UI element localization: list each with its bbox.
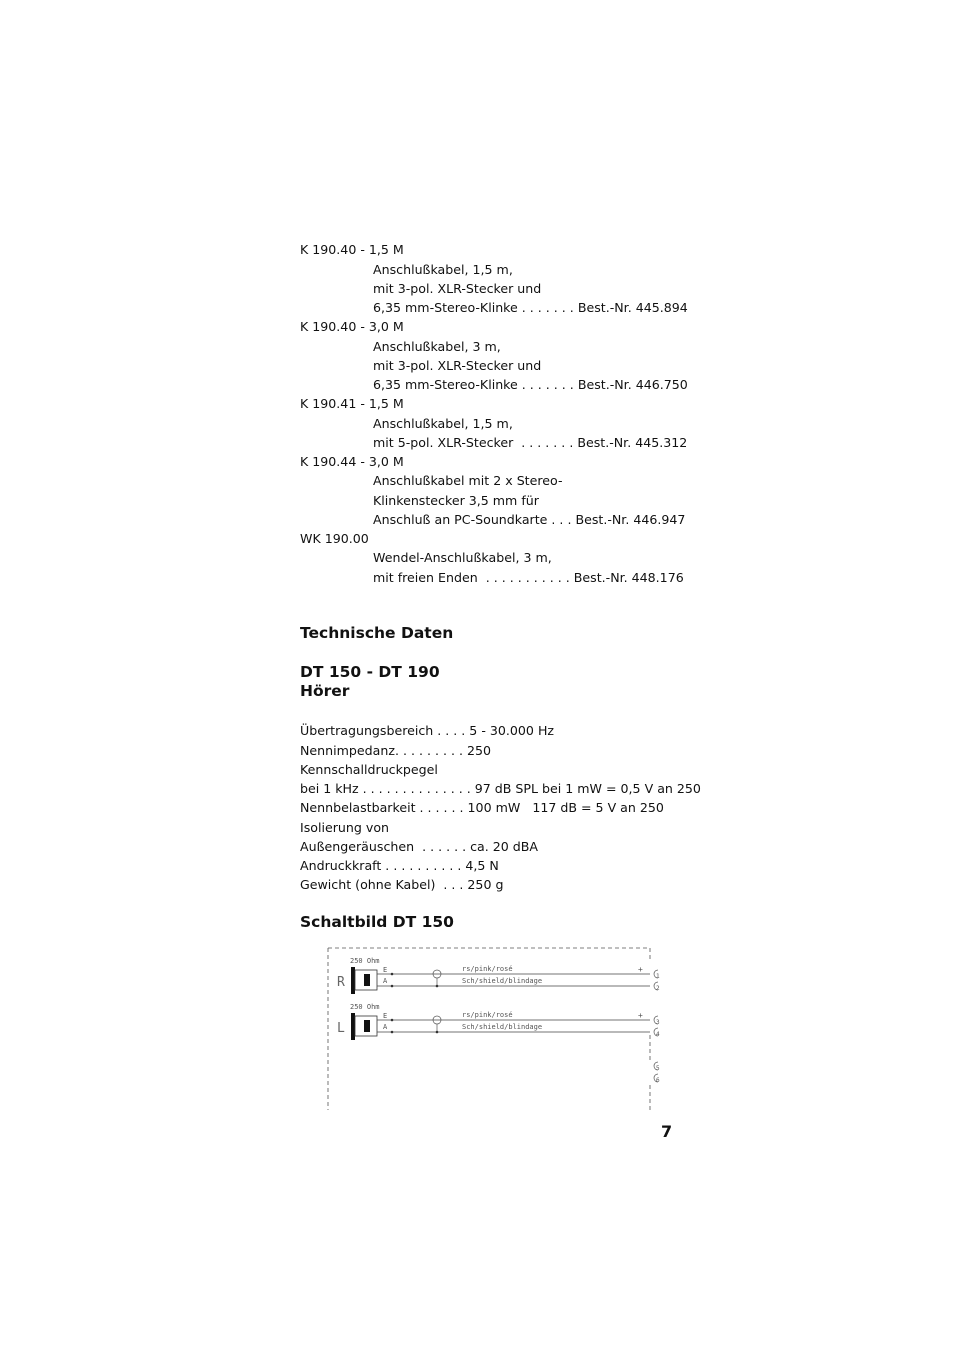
polarity-plus: + [638,1011,643,1020]
accessory-line: Klinkenstecker 3,5 mm für [373,493,539,508]
ohm-label-l: 250 Ohm [350,1003,380,1011]
model-code: K 190.40 - 3,0 M [300,319,404,334]
model-subheading: Hörer [300,682,350,700]
accessory-line: mit 3-pol. XLR-Stecker und [373,281,542,296]
driver-r-magnet [364,974,370,986]
accessory-line: 6,35 mm-Stereo-Klinke . . . . . . . Best.-Nr. 446.750 [373,377,688,392]
pin-number: 2 [656,985,660,992]
spec-line: Andruckkraft . . . . . . . . . . 4,5 N [300,858,499,873]
accessory-line: Anschlußkabel mit 2 x Stereo- [373,473,563,488]
pin-number: 1 [656,973,660,980]
schematic-diagram [320,940,660,1115]
model-code: WK 190.00 [300,531,369,546]
page-number: 7 [661,1122,673,1141]
junction-dot [391,1031,394,1034]
spec-line: Isolierung von [300,820,390,835]
junction-dot [391,985,394,988]
accessory-line: Anschluß an PC-Soundkarte . . . Best.-Nr. 446.947 [373,512,686,527]
junction-dot [391,1019,394,1022]
schematic-heading: Schaltbild DT 150 [300,913,454,931]
accessory-line: Anschlußkabel, 3 m, [373,339,501,354]
wire-label-shield: Sch/shield/blindage [462,977,543,985]
wire-label-signal: rs/pink/rosé [462,1011,513,1019]
spec-line: bei 1 kHz . . . . . . . . . . . . . . 97 dB SPL bei 1 mW = 0,5 V an 250 [300,781,701,796]
model-code: K 190.40 - 1,5 M [300,242,404,257]
terminal-a-label: A [383,1023,388,1031]
tech-data-heading: Technische Daten [300,624,454,642]
channel-r-label: R [337,975,345,990]
channel-l [337,1003,660,1040]
driver-l-magnet [364,1020,370,1032]
accessory-line: mit 3-pol. XLR-Stecker und [373,358,542,373]
accessory-line: 6,35 mm-Stereo-Klinke . . . . . . . Best.-Nr. 445.894 [373,300,688,315]
pin-number: 4 [656,1031,660,1038]
model-code: K 190.44 - 3,0 M [300,454,404,469]
pin-number: 6 [656,1077,660,1084]
wire-label-signal: rs/pink/rosé [462,965,513,973]
model-heading: DT 150 - DT 190 [300,663,440,681]
spec-line: Kennschalldruckpegel [300,762,438,777]
terminal-a-label: A [383,977,388,985]
channel-r [337,957,660,994]
accessory-line: Anschlußkabel, 1,5 m, [373,416,513,431]
accessory-line: Anschlußkabel, 1,5 m, [373,262,513,277]
spec-line: Nennbelastbarkeit . . . . . . 100 mW 117 dB = 5 V an 250 [300,800,664,815]
terminal-e-label: E [383,1012,388,1020]
accessory-line: Wendel-Anschlußkabel, 3 m, [373,550,552,565]
driver-r-body [351,967,355,994]
polarity-plus: + [638,965,643,974]
accessory-line: mit freien Enden . . . . . . . . . . . Best.-Nr. 448.176 [373,570,684,585]
junction-dot [436,1031,439,1034]
accessory-line: mit 5-pol. XLR-Stecker . . . . . . . Best.-Nr. 445.312 [373,435,688,450]
spec-line: Gewicht (ohne Kabel) . . . 250 g [300,877,504,892]
pin-number: 5 [656,1065,660,1072]
wire-label-shield: Sch/shield/blindage [462,1023,543,1031]
spec-line: Nennimpedanz. . . . . . . . . 250 [300,743,492,758]
channel-l-label: L [337,1021,345,1036]
spec-line: Außengeräuschen . . . . . . ca. 20 dBA [300,839,539,854]
spec-line: Übertragungsbereich . . . . 5 - 30.000 Hz [300,723,555,738]
driver-l-body [351,1013,355,1040]
pin-number: 3 [656,1019,660,1026]
junction-dot [391,973,394,976]
terminal-e-label: E [383,966,388,974]
ohm-label-r: 250 Ohm [350,957,380,965]
junction-dot [436,985,439,988]
model-code: K 190.41 - 1,5 M [300,396,404,411]
spare-pins [654,1062,660,1084]
